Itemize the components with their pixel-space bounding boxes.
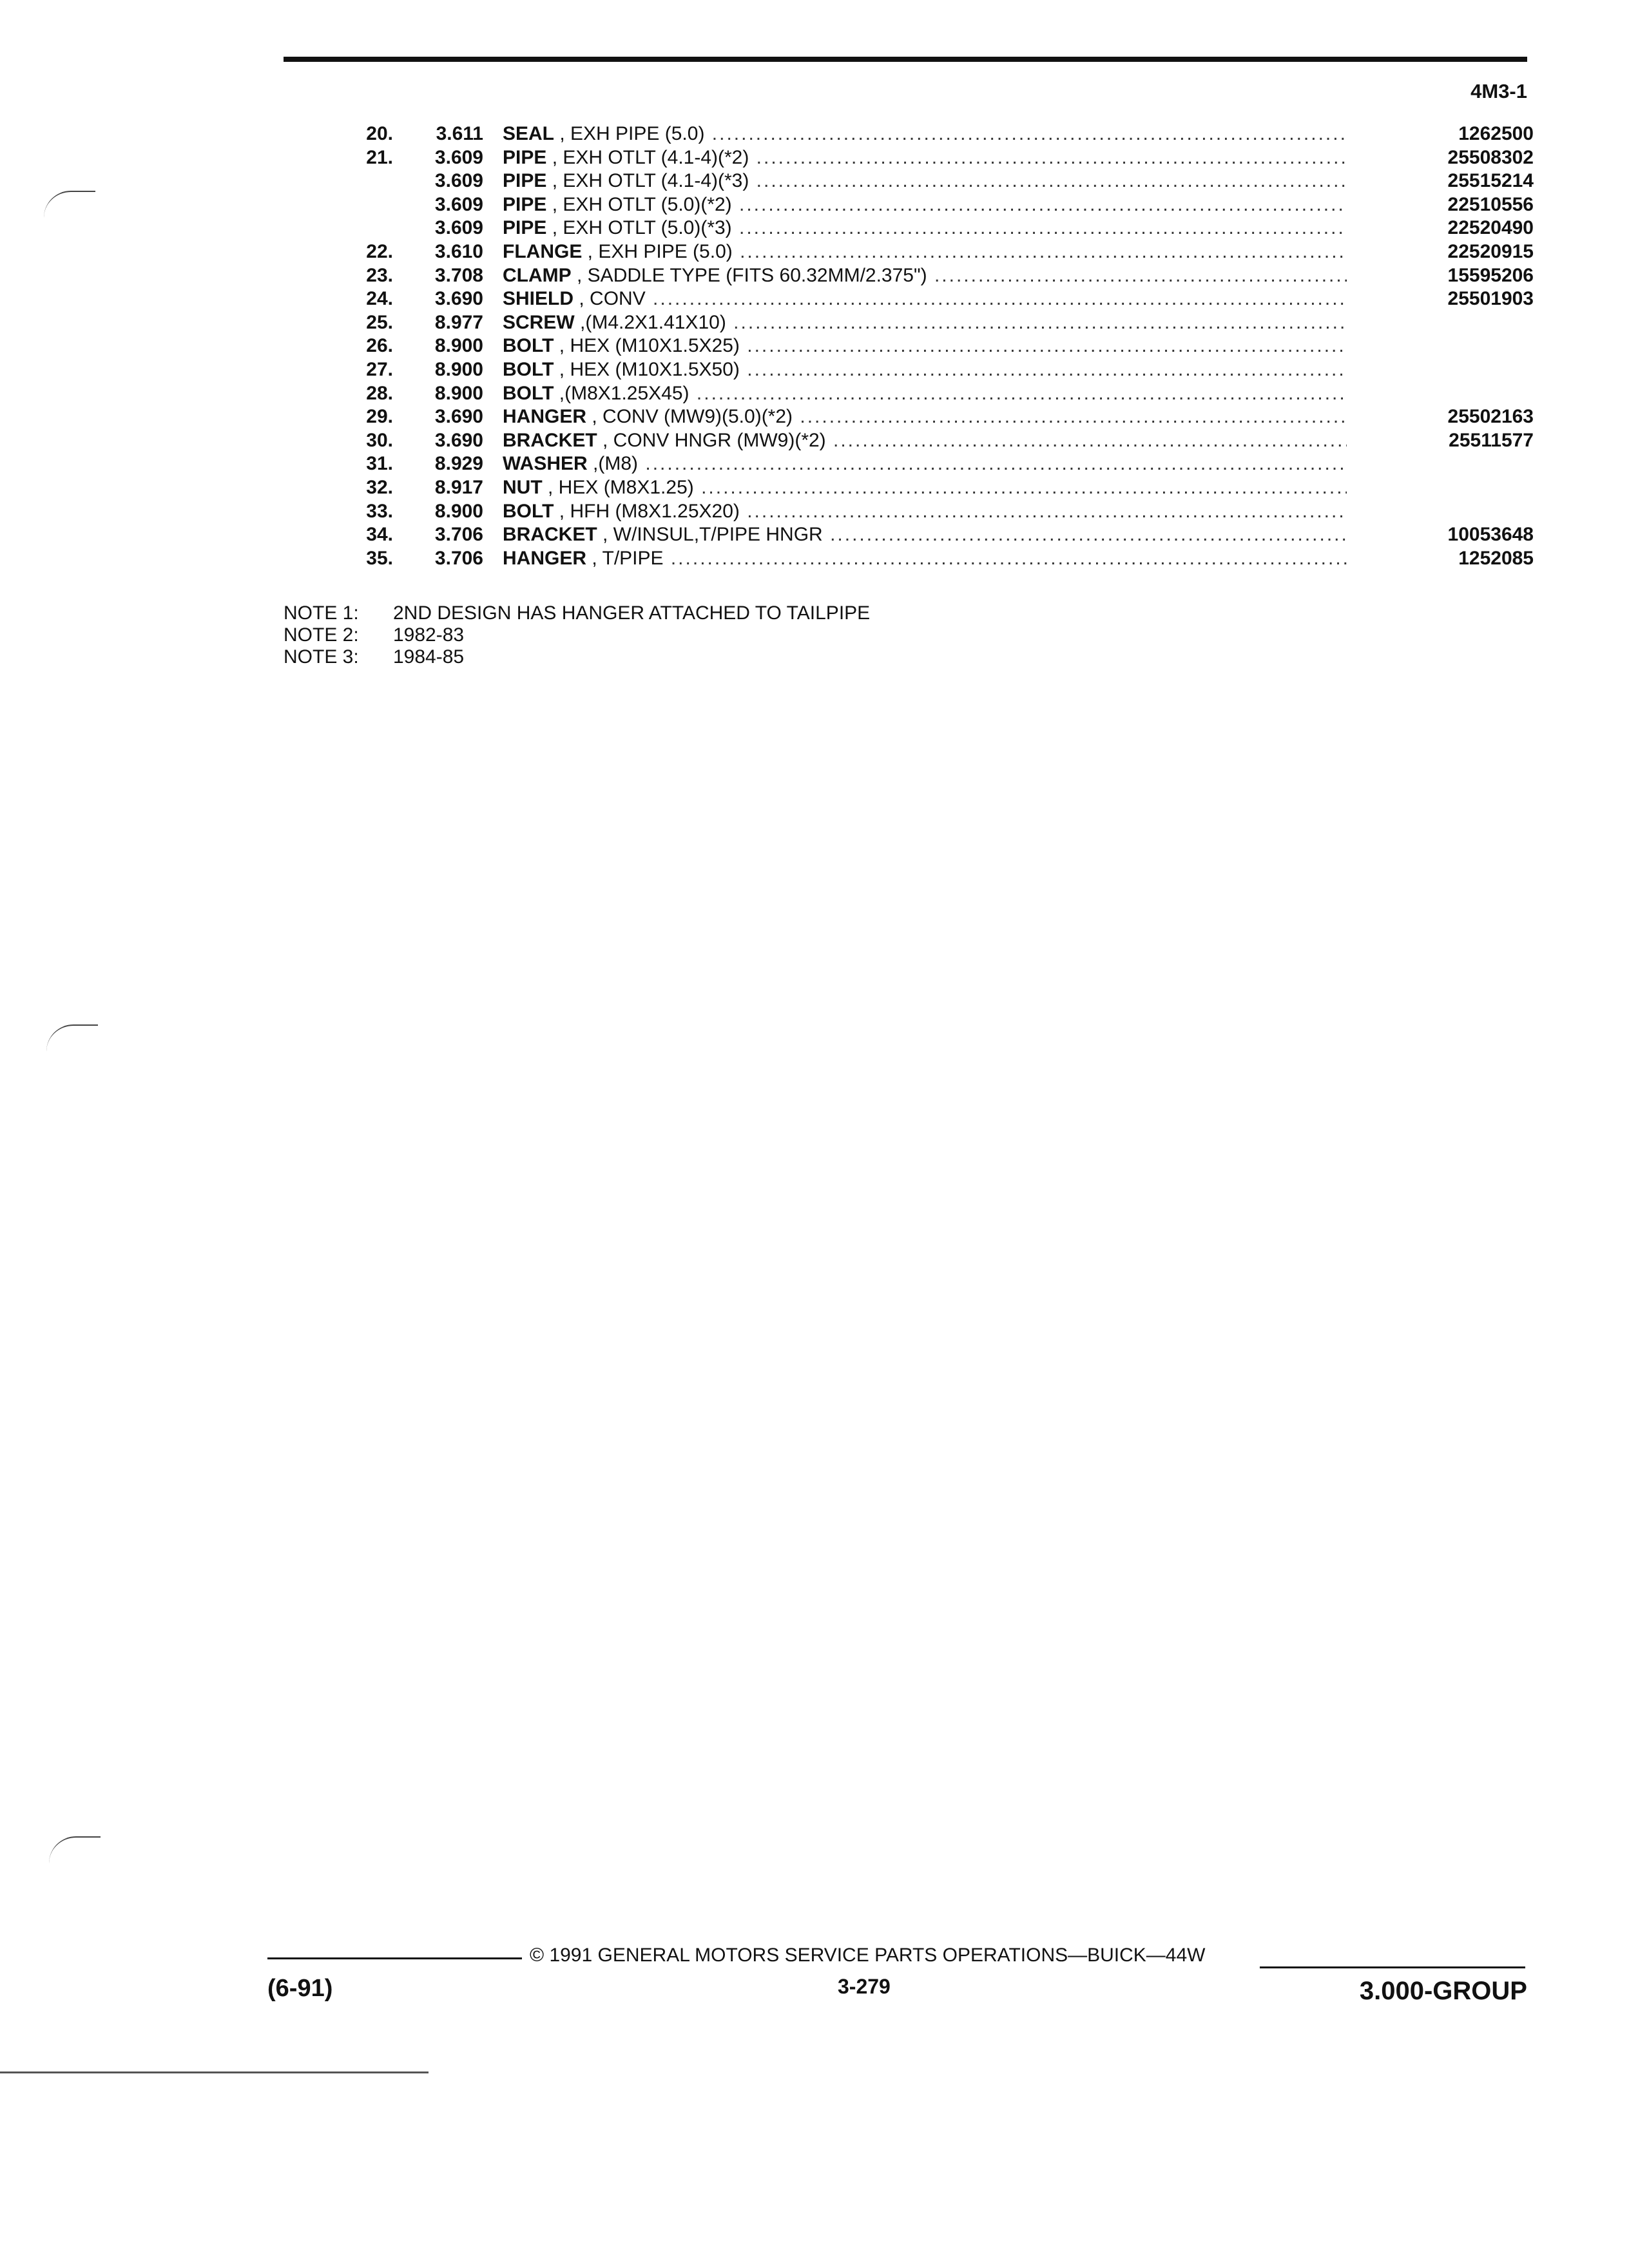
part-index: 20.	[366, 123, 393, 144]
part-index: 21.	[366, 146, 393, 168]
revision-date: (6-91)	[267, 1975, 333, 2002]
part-detail: ,(M8X1.25X45)	[559, 382, 689, 404]
note-text: 2ND DESIGN HAS HANGER ATTACHED TO TAILPIPE	[393, 602, 871, 624]
part-name: SCREW	[503, 311, 575, 333]
note-text: 1982-83	[393, 624, 465, 646]
footer-rule-left	[267, 1957, 522, 1959]
part-group-number: 3.690	[434, 429, 483, 451]
notes-section	[284, 602, 870, 668]
part-group-number: 3.611	[436, 123, 483, 144]
part-name: NUT	[503, 476, 543, 498]
part-row	[348, 122, 1534, 146]
part-group-number: 8.900	[434, 382, 483, 404]
part-detail: , EXH OTLT (5.0)(*3)	[552, 217, 732, 239]
part-description	[503, 382, 1347, 406]
part-group-number: 3.609	[434, 193, 483, 215]
note-label: NOTE 3:	[284, 646, 359, 668]
part-description	[503, 169, 1347, 193]
parts-list	[348, 122, 1534, 570]
part-name: HANGER	[503, 406, 587, 428]
part-name: PIPE	[503, 193, 547, 215]
part-name: CLAMP	[503, 264, 572, 286]
part-name: SHIELD	[503, 288, 574, 310]
part-description	[503, 429, 1347, 453]
part-detail: ,(M4.2X1.41X10)	[580, 311, 726, 333]
binder-hole-mark	[49, 1836, 101, 1863]
part-group-number: 3.690	[434, 288, 483, 310]
part-row	[348, 334, 1534, 358]
part-group-number: 8.900	[434, 335, 483, 357]
part-index: 26.	[366, 335, 393, 357]
part-number: 22510556	[1447, 193, 1534, 215]
part-name: SEAL	[503, 123, 555, 144]
binder-hole-mark	[44, 191, 95, 218]
part-detail: , EXH PIPE (5.0)	[559, 123, 705, 144]
part-number: 10053648	[1447, 524, 1534, 546]
part-detail: , T/PIPE	[592, 547, 664, 569]
scan-edge-line	[0, 2071, 429, 2073]
part-detail: , EXH OTLT (5.0)(*2)	[552, 193, 732, 215]
part-name: PIPE	[503, 146, 547, 168]
part-index: 23.	[366, 264, 393, 286]
page-code: 4M3-1	[1470, 80, 1527, 102]
part-number: 25501903	[1447, 288, 1534, 310]
part-row	[348, 216, 1534, 240]
note-label: NOTE 2:	[284, 624, 359, 646]
part-number: 25508302	[1447, 146, 1534, 168]
part-detail: , CONV	[579, 288, 646, 310]
part-description	[503, 240, 1347, 264]
part-number: 25511577	[1449, 429, 1534, 451]
part-description	[503, 146, 1347, 170]
footer-rule-right	[1260, 1966, 1525, 1968]
part-group-number: 8.900	[434, 358, 483, 380]
page-number: 3-279	[838, 1975, 891, 1998]
part-index: 27.	[366, 358, 393, 380]
copyright-line: © 1991 GENERAL MOTORS SERVICE PARTS OPERATIONS—BUICK—44W	[530, 1945, 1206, 1966]
part-row	[348, 547, 1534, 571]
part-group-number: 3.690	[434, 406, 483, 428]
part-detail: , EXH PIPE (5.0)	[587, 240, 733, 262]
part-number: 22520490	[1447, 217, 1534, 239]
part-group-number: 3.706	[434, 547, 483, 569]
part-row	[348, 523, 1534, 547]
part-number: 15595206	[1447, 264, 1534, 286]
part-index: 25.	[366, 311, 393, 333]
part-index: 32.	[366, 476, 393, 498]
part-name: BOLT	[503, 500, 554, 522]
part-name: BOLT	[503, 358, 554, 380]
part-row	[348, 476, 1534, 500]
part-group-number: 3.706	[434, 524, 483, 546]
part-row	[348, 405, 1534, 429]
part-index: 24.	[366, 288, 393, 310]
part-group-number: 3.609	[434, 146, 483, 168]
part-description	[503, 287, 1347, 311]
part-name: FLANGE	[503, 240, 583, 262]
part-detail: , W/INSUL,T/PIPE HNGR	[602, 524, 823, 546]
part-detail: ,(M8)	[593, 453, 639, 475]
part-row	[348, 240, 1534, 264]
part-description	[503, 264, 1347, 288]
note-line	[284, 624, 870, 646]
part-row	[348, 429, 1534, 453]
part-row	[348, 311, 1534, 335]
part-description	[503, 476, 1347, 500]
part-description	[503, 500, 1347, 524]
part-index: 28.	[366, 382, 393, 404]
part-name: WASHER	[503, 453, 588, 475]
part-group-number: 3.610	[434, 240, 483, 262]
part-detail: , HFH (M8X1.25X20)	[559, 500, 740, 522]
part-group-number: 8.900	[434, 500, 483, 522]
part-description	[503, 405, 1347, 429]
part-description	[503, 216, 1347, 240]
part-row	[348, 287, 1534, 311]
part-row	[348, 452, 1534, 476]
part-index: 29.	[366, 406, 393, 428]
part-detail: , CONV HNGR (MW9)(*2)	[602, 429, 826, 451]
part-description	[503, 311, 1347, 335]
part-row	[348, 500, 1534, 524]
part-detail: , EXH OTLT (4.1-4)(*3)	[552, 170, 749, 192]
part-number: 25502163	[1447, 406, 1534, 428]
part-description	[503, 523, 1347, 547]
part-number: 22520915	[1447, 240, 1534, 262]
note-label: NOTE 1:	[284, 602, 359, 624]
part-group-number: 8.929	[434, 453, 483, 475]
part-detail: , EXH OTLT (4.1-4)(*2)	[552, 146, 749, 168]
part-name: PIPE	[503, 170, 547, 192]
part-index: 31.	[366, 453, 393, 475]
note-line	[284, 602, 870, 624]
part-name: BOLT	[503, 335, 554, 357]
part-name: PIPE	[503, 217, 547, 239]
part-description	[503, 547, 1347, 571]
part-row	[348, 146, 1534, 170]
part-index: 22.	[366, 240, 393, 262]
part-name: BOLT	[503, 382, 554, 404]
part-name: BRACKET	[503, 429, 597, 451]
part-detail: , CONV (MW9)(5.0)(*2)	[592, 406, 793, 428]
part-group-number: 3.708	[434, 264, 483, 286]
header-rule	[284, 57, 1527, 62]
part-detail: , HEX (M8X1.25)	[548, 476, 694, 498]
binder-hole-mark	[46, 1024, 98, 1052]
part-number: 1252085	[1458, 547, 1534, 569]
part-index: 30.	[366, 429, 393, 451]
part-name: HANGER	[503, 547, 587, 569]
part-group-number: 8.917	[434, 476, 483, 498]
part-description	[503, 334, 1347, 358]
part-index: 33.	[366, 500, 393, 522]
part-group-number: 8.977	[434, 311, 483, 333]
part-index: 34.	[366, 524, 393, 546]
part-group-number: 3.609	[434, 217, 483, 239]
part-row	[348, 193, 1534, 217]
part-detail: , HEX (M10X1.5X25)	[559, 335, 740, 357]
note-line	[284, 646, 870, 668]
note-text: 1984-85	[393, 646, 465, 668]
part-index: 35.	[366, 547, 393, 569]
part-description	[503, 193, 1347, 217]
part-detail: , SADDLE TYPE (FITS 60.32MM/2.375")	[577, 264, 927, 286]
part-description	[503, 358, 1347, 382]
group-label: 3.000-GROUP	[1359, 1977, 1527, 2005]
part-description	[503, 452, 1347, 476]
part-detail: , HEX (M10X1.5X50)	[559, 358, 740, 380]
part-number: 1262500	[1458, 123, 1534, 144]
part-row	[348, 382, 1534, 406]
part-description	[503, 122, 1347, 146]
part-group-number: 3.609	[434, 170, 483, 192]
part-row	[348, 169, 1534, 193]
part-name: BRACKET	[503, 524, 597, 546]
part-number: 25515214	[1447, 170, 1534, 192]
part-row	[348, 264, 1534, 288]
part-row	[348, 358, 1534, 382]
